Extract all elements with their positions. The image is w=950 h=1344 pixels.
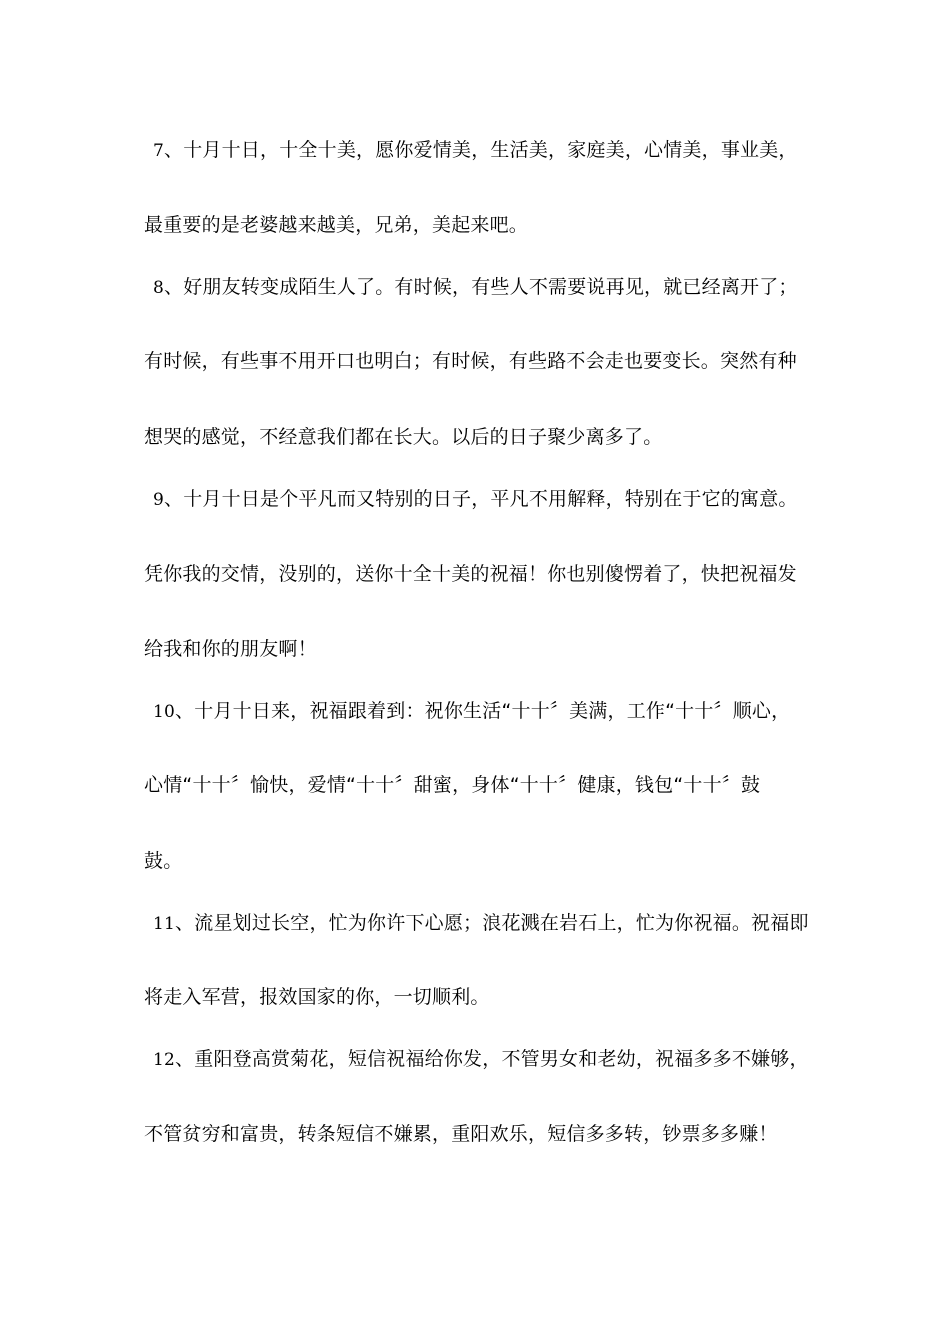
paragraph-9-line-2 xyxy=(144,562,797,586)
paragraph-text: 、十月十日是个平凡而又特别的日子，平凡不用解释，特别在于它的寓意。 xyxy=(164,488,798,510)
paragraph-text: 、十月十日，十全十美，愿你爱情美，生活美，家庭美，心情美，事业美， xyxy=(164,139,798,161)
paragraph-10-line-2 xyxy=(144,773,760,797)
paragraph-10-line-3 xyxy=(144,849,182,873)
paragraph-text: 最重要的是老婆越来越美，兄弟，美起来吧。 xyxy=(144,214,529,236)
paragraph-text: 、十月十日来，祝福跟着到：祝你生活“十十〞美满，工作“十十〞顺心， xyxy=(175,700,791,722)
item-number: 7 xyxy=(153,141,165,161)
paragraph-text: 不管贫穷和富贵，转条短信不嫌累，重阳欢乐，短信多多转，钞票多多赚！ xyxy=(144,1123,778,1145)
paragraph-text: 鼓。 xyxy=(144,850,183,872)
paragraph-9-line-3 xyxy=(144,637,317,661)
paragraph-7-line-1 xyxy=(144,138,798,163)
paragraph-12-line-1 xyxy=(144,1047,809,1072)
paragraph-7-line-2 xyxy=(144,213,528,237)
paragraph-12-line-2 xyxy=(144,1122,778,1146)
paragraph-text: 心情“十十〞愉快，爱情“十十〞甜蜜，身体“十十〞健康，钱包“十十〞鼓 xyxy=(144,774,761,796)
paragraph-text: 有时候，有些事不用开口也明白；有时候，有些路不会走也要变长。突然有种 xyxy=(144,350,797,372)
paragraph-11-line-1 xyxy=(144,911,809,936)
paragraph-10-line-1 xyxy=(144,699,790,724)
paragraph-text: 想哭的感觉，不经意我们都在长大。以后的日子聚少离多了。 xyxy=(144,426,663,448)
paragraph-text: 、好朋友转变成陌生人了。有时候，有些人不需要说再见，就已经离开了； xyxy=(164,276,798,298)
item-number: 11 xyxy=(153,914,176,934)
paragraph-8-line-3 xyxy=(144,425,662,449)
item-number: 8 xyxy=(153,278,165,298)
paragraph-text: 将走入军营，报效国家的你，一切顺利。 xyxy=(144,986,490,1008)
paragraph-text: 、重阳登高赏菊花，短信祝福给你发，不管男女和老幼，祝福多多不嫌够， xyxy=(175,1048,809,1070)
paragraph-9-line-1 xyxy=(144,487,798,512)
paragraph-8-line-2 xyxy=(144,349,797,373)
item-number: 10 xyxy=(153,702,176,722)
paragraph-text: 、流星划过长空，忙为你许下心愿；浪花溅在岩石上，忙为你祝福。祝福即 xyxy=(175,912,809,934)
paragraph-text: 凭你我的交情，没别的，送你十全十美的祝福！你也别傻愣着了，快把祝福发 xyxy=(144,563,797,585)
item-number: 12 xyxy=(153,1050,176,1070)
paragraph-8-line-1 xyxy=(144,275,798,300)
paragraph-11-line-2 xyxy=(144,985,490,1009)
paragraph-text: 给我和你的朋友啊！ xyxy=(144,638,317,660)
item-number: 9 xyxy=(153,490,165,510)
